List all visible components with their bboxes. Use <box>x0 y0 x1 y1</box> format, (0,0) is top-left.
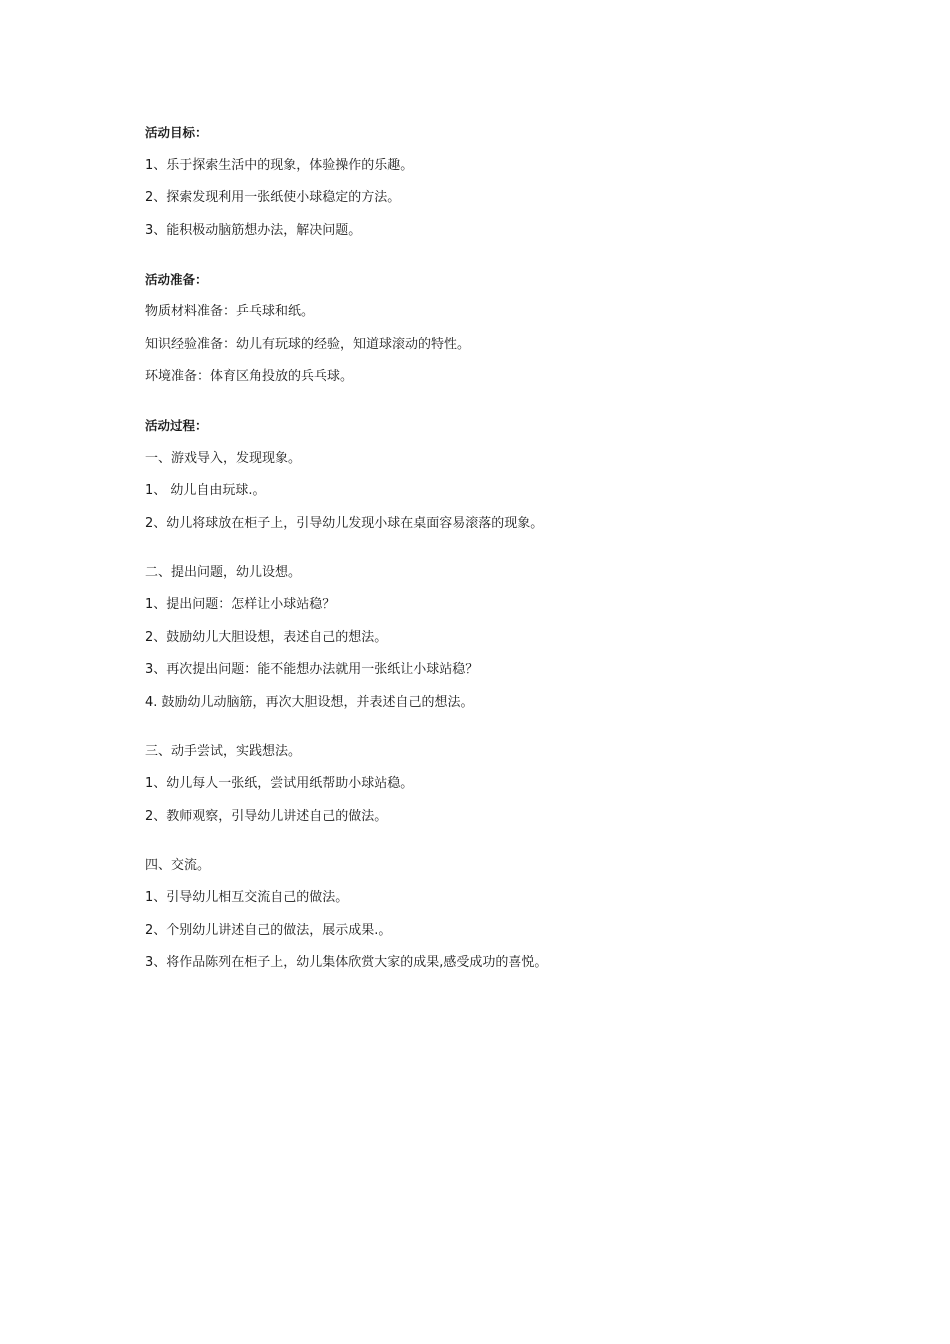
section-heading: 活动目标： <box>145 125 208 140</box>
document-content <box>145 124 845 1003</box>
paragraph-line: 2、教师观察，引导幼儿讲述自己的做法。 <box>145 808 388 824</box>
paragraph-line: 1、引导幼儿相互交流自己的做法。 <box>145 890 349 905</box>
step-heading: 三、动手尝试，实践想法。 <box>145 743 302 759</box>
paragraph-line: 3、将作品陈列在柜子上，幼儿集体欣赏大家的成果,感受成功的喜悦。 <box>145 955 548 970</box>
step-heading: 二、提出问题，幼儿设想。 <box>145 564 302 580</box>
paragraph-line: 4. 鼓励幼儿动脑筋，再次大胆设想，并表述自己的想法。 <box>145 694 474 710</box>
paragraph-line: 2、探索发现利用一张纸使小球稳定的方法。 <box>145 190 401 205</box>
paragraph-line: 2、幼儿将球放在柜子上，引导幼儿发现小球在桌面容易滚落的现象。 <box>145 515 544 531</box>
paragraph-line: 1、 幼儿自由玩球.。 <box>145 483 266 498</box>
step-heading: 四、交流。 <box>145 857 211 873</box>
paragraph-line: 知识经验准备：幼儿有玩球的经验，知道球滚动的特性。 <box>145 336 471 352</box>
paragraph-line: 2、个别幼儿讲述自己的做法，展示成果.。 <box>145 922 392 938</box>
section-activity-preparation <box>145 271 845 387</box>
section-activity-process <box>145 417 845 533</box>
paragraph-line: 1、乐于探索生活中的现象，体验操作的乐趣。 <box>145 157 414 173</box>
paragraph-line: 物质材料准备：乒乓球和纸。 <box>145 304 315 319</box>
section-activity-goals <box>145 124 845 240</box>
section-heading: 活动过程： <box>145 418 208 433</box>
paragraph-line: 2、鼓励幼儿大胆设想，表述自己的想法。 <box>145 629 388 645</box>
paragraph-line: 环境准备：体育区角投放的兵乓球。 <box>145 369 354 384</box>
paragraph-line: 1、提出问题：怎样让小球站稳？ <box>145 597 336 612</box>
section-heading: 活动准备： <box>145 271 208 287</box>
section-step-three <box>145 743 845 826</box>
paragraph-line: 1、幼儿每人一张纸，尝试用纸帮助小球站稳。 <box>145 776 414 791</box>
paragraph-line: 一、游戏导入，发现现象。 <box>145 450 302 466</box>
section-step-four <box>145 857 845 973</box>
section-step-two <box>145 564 845 712</box>
paragraph-line: 3、能积极动脑筋想办法，解决问题。 <box>145 222 362 238</box>
paragraph-line: 3、再次提出问题：能不能想办法就用一张纸让小球站稳？ <box>145 662 479 677</box>
